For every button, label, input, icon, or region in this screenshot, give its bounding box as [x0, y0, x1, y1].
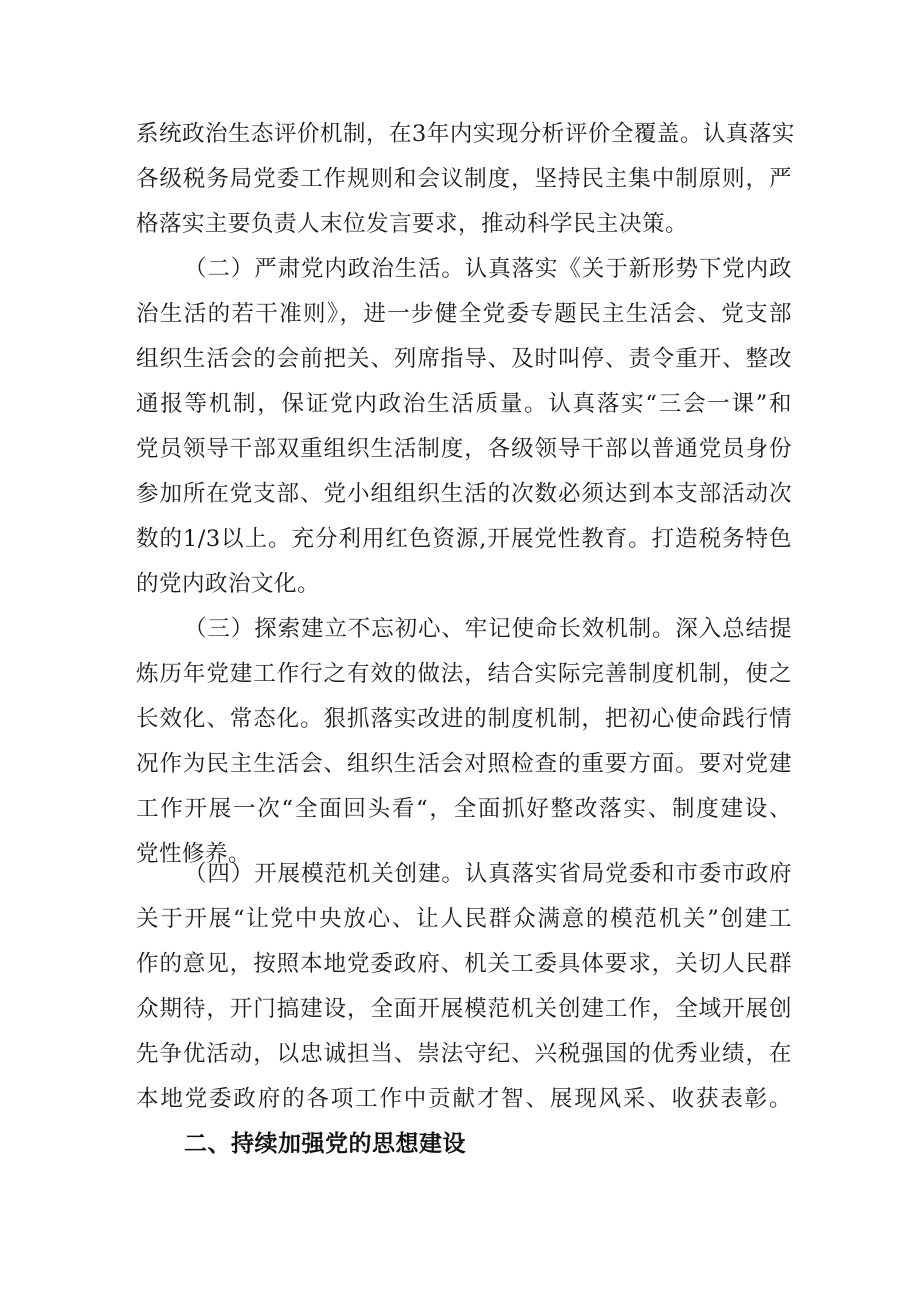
text-line: 的党内政治文化。: [136, 571, 321, 597]
text-line: （四）开展模范机关创建。认真落实省局党委和市委市政府: [184, 861, 792, 887]
text-line: （二）严肃党内政治生活。认真落实《关于新形势下党内政: [184, 256, 792, 282]
text-line: 长效化、常态化。狠抓落实改进的制度机制，把初心使命践行情: [136, 706, 792, 732]
text-line: 先争优活动，以忠诚担当、崇法守纪、兴税强国的优秀业绩，在: [136, 1041, 792, 1067]
text-line: 众期待，开门搞建设，全面开展模范机关创建工作，全域开展创: [136, 996, 792, 1022]
text-line: 参加所在党支部、党小组组织生活的次数必须达到本支部活动次: [136, 481, 792, 507]
text-line: 党性修养。: [136, 841, 252, 867]
section-heading: 二、持续加强党的思想建设: [184, 1131, 466, 1157]
text-line: 况作为民主生活会、组织生活会对照检查的重要方面。要对党建: [136, 751, 792, 777]
text-line: 格落实主要负责人末位发言要求，推动科学民主决策。: [136, 211, 689, 237]
text-line: 治生活的若干准则》，进一步健全党委专题民主生活会、党支部: [136, 301, 792, 327]
text-line: （三）探索建立不忘初心、牢记使命长效机制。深入总结提: [184, 616, 792, 642]
text-line: 关于开展“让党中央放心、让人民群众满意的模范机关”创建工: [136, 906, 792, 932]
text-line: 通报等机制，保证党内政治生活质量。认真落实“三会一课”和: [136, 391, 792, 417]
text-line: 炼历年党建工作行之有效的做法，结合实际完善制度机制，使之: [136, 661, 792, 687]
text-line: 工作开展一次“全面回头看“，全面抓好整改落实、制度建设、: [136, 796, 792, 822]
text-line: 组织生活会的会前把关、列席指导、及时叫停、责令重开、整改: [136, 346, 792, 372]
text-line: 党员领导干部双重组织生活制度，各级领导干部以普通党员身份: [136, 436, 792, 462]
text-line: 系统政治生态评价机制，在3年内实现分析评价全覆盖。认真落实: [136, 121, 795, 147]
text-line: 各级税务局党委工作规则和会议制度，坚持民主集中制原则，严: [136, 166, 792, 192]
text-line: 数的1/3以上。充分利用红色资源,开展党性教育。打造税务特色: [136, 526, 792, 552]
text-line: 本地党委政府的各项工作中贡献才智、展现风采、收获表彰。: [136, 1086, 792, 1112]
text-line: 作的意见，按照本地党委政府、机关工委具体要求，关切人民群: [136, 951, 792, 977]
